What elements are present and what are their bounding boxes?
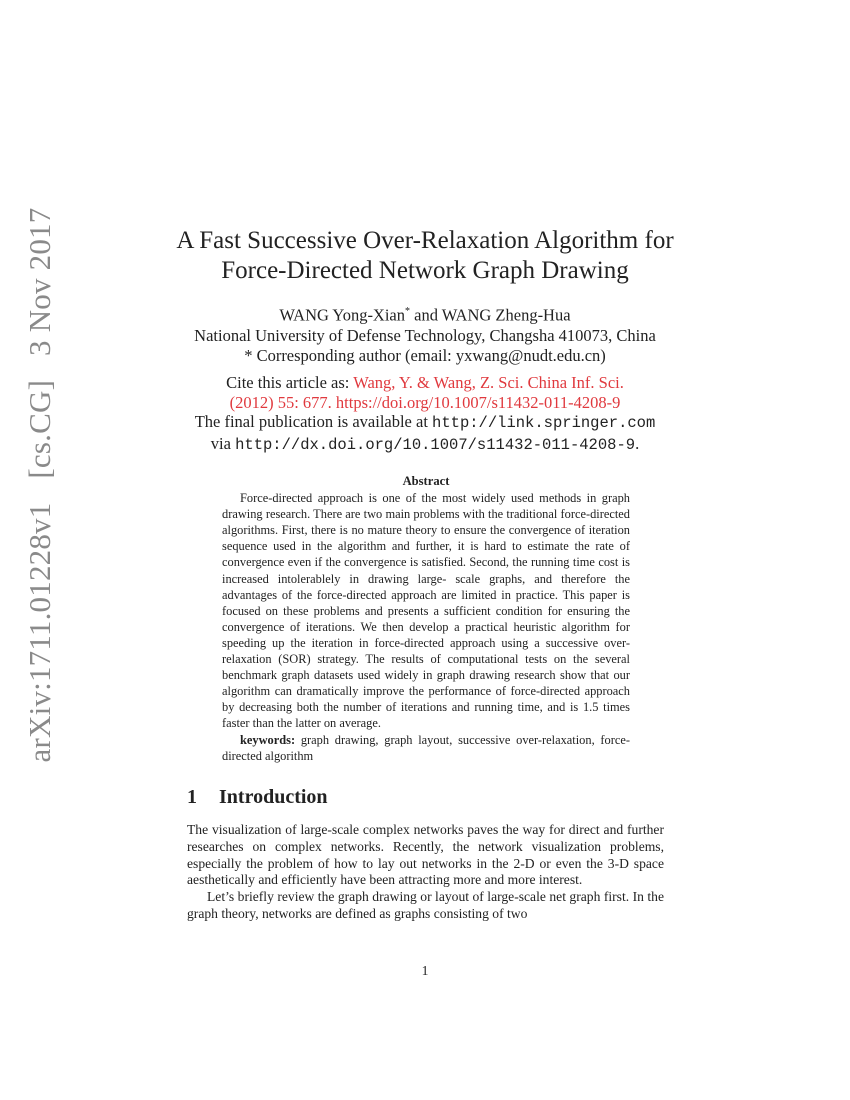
cite-prefix: Cite this article as: xyxy=(226,373,354,392)
abstract-body: Force-directed approach is one of the most widely used methods in graph drawing research. There are two main problems with the traditional force-directed algorithms. First, there is no mature theory to ensure the convergence of iteration sequence used in the algorithm and further, it is hard to estimate the rate of convergence even if the convergence is satisfied. Second, the running time cost is increased intolerablely in drawing large- scale graphs, and therefore the advantages of the force-directed approach are limited in practice. This paper is focused on these problems and presents a sufficient condition for ensuring the convergence of iterations. We then develop a practical heuristic algorithm for speeding up the iteration in force-directed approach using a successive over-relaxation (SOR) strategy. The results of computational tests on the several benchmark graph datasets used widely in graph drawing research show that our algorithm can dramatically improve the performance of force-directed approach by decreasing both the number of iterations and running time, and is 1.5 times faster than the latter on average. xyxy=(222,491,630,731)
springer-url[interactable]: http://link.springer.com xyxy=(432,414,656,432)
final-publication-text: The final publication is available at xyxy=(194,412,433,431)
section-title: Introduction xyxy=(219,786,328,808)
keywords-list: graph drawing, graph layout, successive over-relaxation, force-directed algorithm xyxy=(222,732,630,763)
via-end: . xyxy=(635,433,640,453)
paper-title xyxy=(150,226,700,286)
author-conjunction: and xyxy=(410,305,442,325)
author-1: WANG Yong-Xian xyxy=(279,305,406,325)
citation-block xyxy=(150,373,700,455)
title-line-1: A Fast Successive Over-Relaxation Algorithm for xyxy=(176,227,674,254)
keywords xyxy=(222,732,630,764)
section-heading-introduction xyxy=(187,786,328,809)
arxiv-stamp xyxy=(22,208,58,763)
corresponding-author: * Corresponding author (email: yxwang@nudt.edu.cn) xyxy=(244,345,606,365)
dx-doi-url[interactable]: http://dx.doi.org/10.1007/s11432-011-4208-9 xyxy=(235,435,636,454)
author-names xyxy=(150,302,700,326)
corresponding-mark: * xyxy=(405,306,411,317)
affiliation: National University of Defense Technology, Changsha 410073, China xyxy=(194,325,656,345)
author-block xyxy=(150,302,700,366)
arxiv-date: 3 Nov 2017 xyxy=(22,207,57,356)
title-line-2: Force-Directed Network Graph Drawing xyxy=(221,257,629,284)
arxiv-id: arXiv:1711.01228v1 xyxy=(22,502,57,763)
keywords-label: keywords: xyxy=(240,732,296,747)
cite-reference-link[interactable]: Wang, Y. & Wang, Z. Sci. China Inf. Sci. xyxy=(353,373,624,392)
intro-paragraph: The visualization of large-scale complex networks paves the way for direct and further researches on complex networks. Recently, the network visualization problems, especially the problem of how to lay out networks in the 2-D or even the 3-D space aesthetically and efficiently have been attracting more and more interest. xyxy=(187,822,664,888)
abstract-heading: Abstract xyxy=(402,474,450,488)
author-2: WANG Zheng-Hua xyxy=(441,305,571,325)
via-text: via xyxy=(210,433,236,453)
page-number: 1 xyxy=(421,963,429,978)
abstract xyxy=(222,473,630,764)
section-number: 1 xyxy=(187,786,197,808)
arxiv-category: [cs.CG] xyxy=(22,379,57,479)
intro-paragraph: Let’s briefly review the graph drawing or layout of large-scale net graph first. In the graph theory, networks are defined as graphs consisting of two xyxy=(187,889,664,921)
cite-doi-link[interactable]: (2012) 55: 677. https://doi.org/10.1007/s11432-011-4208-9 xyxy=(229,392,621,412)
introduction-body xyxy=(187,822,664,923)
